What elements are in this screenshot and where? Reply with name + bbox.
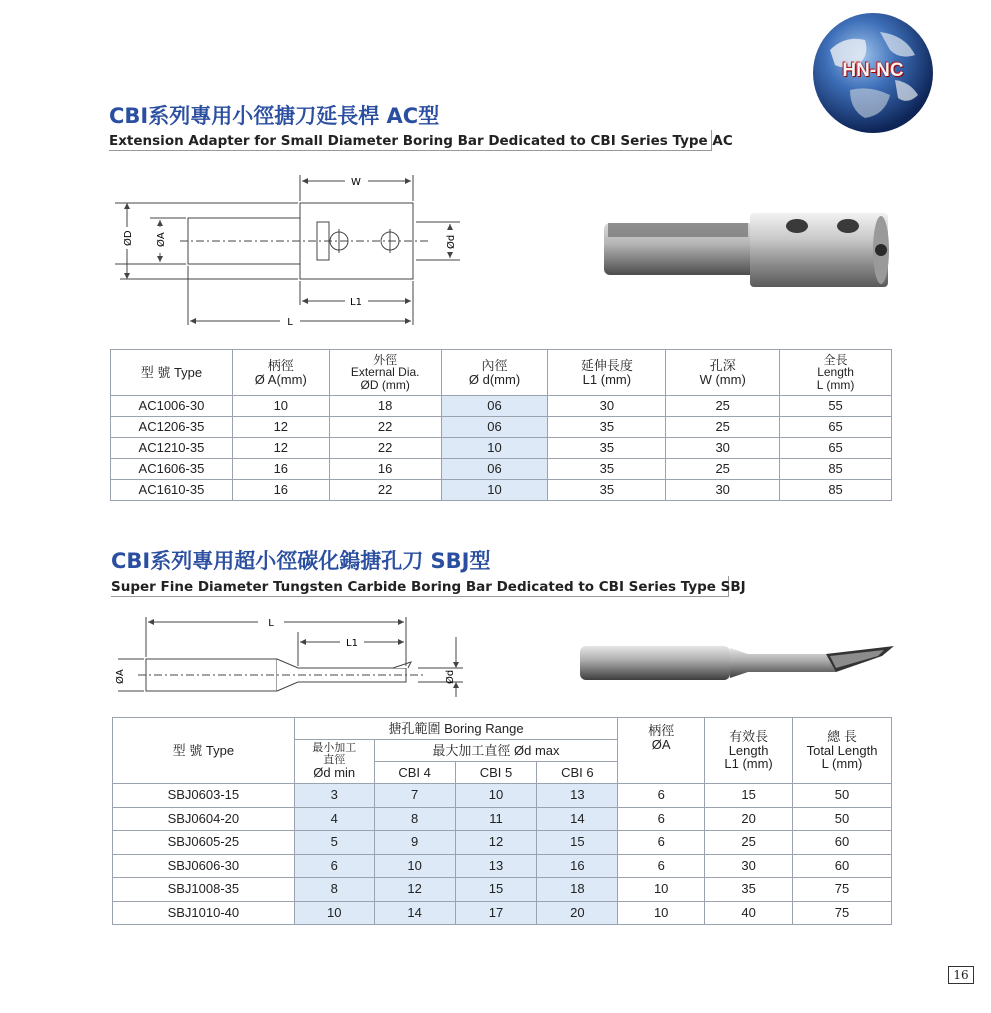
sbj-cell-type: SBJ0603-15 — [113, 784, 295, 808]
ac-cell-length: 65 — [780, 417, 892, 438]
sbj-cell-cbi6: 18 — [537, 878, 618, 902]
ac-cell-external: 22 — [329, 438, 441, 459]
ac-cell-extension: 35 — [548, 438, 666, 459]
sbj-cell-total: 75 — [793, 878, 892, 902]
sbj-header-effective — [705, 718, 793, 784]
sbj-header-min-zh-2: 直徑 — [323, 753, 346, 766]
sbj-header-type — [113, 718, 295, 784]
sbj-cell-cbi5: 12 — [455, 831, 537, 855]
sbj-cell-cbi5: 17 — [455, 901, 537, 925]
ac-header-length-unit: L (mm) — [816, 377, 855, 392]
ac-dim-od: ØD — [123, 230, 134, 246]
ac-cell-length: 65 — [780, 438, 892, 459]
sbj-cell-effective: 20 — [705, 807, 793, 831]
ac-header-external — [329, 350, 441, 396]
ac-dim-l: L — [287, 317, 293, 328]
ac-cell-external: 22 — [329, 480, 441, 501]
ac-cell-inner: 06 — [441, 396, 548, 417]
sbj-header-effective-zh: 有效長 — [729, 729, 769, 745]
sbj-cell-min: 3 — [294, 784, 374, 808]
sbj-cell-type: SBJ0605-25 — [113, 831, 295, 855]
ac-cell-type: AC1206-35 — [111, 417, 233, 438]
ac-header-inner — [441, 350, 548, 396]
sbj-header-shank-zh: 柄徑 — [648, 723, 675, 738]
sbj-cell-cbi4: 8 — [374, 807, 455, 831]
ac-cell-external: 16 — [329, 459, 441, 480]
sbj-cell-shank: 6 — [618, 807, 705, 831]
ac-header-shank-en: Ø A(mm) — [254, 371, 307, 387]
ac-header-type — [111, 350, 233, 396]
ac-cell-type: AC1210-35 — [111, 438, 233, 459]
ac-cell-extension: 35 — [548, 459, 666, 480]
sbj-dim-od: Ød — [445, 669, 456, 684]
ac-cell-extension: 35 — [548, 417, 666, 438]
ac-header-external-en: External Dia. — [350, 365, 420, 380]
sbj-cell-cbi5: 10 — [455, 784, 537, 808]
sbj-cell-cbi4: 12 — [374, 878, 455, 902]
ac-technical-drawing — [110, 165, 480, 340]
sbj-cell-total: 50 — [793, 807, 892, 831]
sbj-cell-cbi6: 15 — [537, 831, 618, 855]
table-row — [111, 438, 892, 459]
sbj-cell-cbi6: 13 — [537, 784, 618, 808]
sbj-cell-shank: 6 — [618, 784, 705, 808]
table-row — [113, 878, 892, 902]
table-row — [113, 807, 892, 831]
ac-header-length-en: Length — [817, 365, 854, 380]
sbj-header-cbi6: CBI 6 — [537, 762, 618, 784]
sbj-header-shank-en: ØA — [651, 736, 671, 752]
ac-header-shank — [232, 350, 329, 396]
sbj-header-min — [294, 740, 374, 784]
ac-cell-shank: 10 — [232, 396, 329, 417]
ac-cell-shank: 16 — [232, 480, 329, 501]
ac-title-en: Extension Adapter for Small Diameter Boring Bar Dedicated to CBI Series Type AC — [109, 133, 733, 149]
ac-cell-length: 85 — [780, 459, 892, 480]
sbj-header-boring-range — [294, 718, 618, 740]
ac-dim-w: W — [351, 177, 361, 188]
sbj-cell-shank: 6 — [618, 854, 705, 878]
sbj-cell-effective: 40 — [705, 901, 793, 925]
sbj-title-zh: CBI系列專用超小徑碳化鎢搪孔刀 SBJ型 — [111, 549, 491, 573]
sbj-cell-effective: 25 — [705, 831, 793, 855]
sbj-cell-effective: 15 — [705, 784, 793, 808]
sbj-dim-oa: ØA — [115, 669, 126, 684]
ac-header-extension — [548, 350, 666, 396]
ac-cell-shank: 12 — [232, 417, 329, 438]
table-row — [113, 854, 892, 878]
sbj-cell-type: SBJ1008-35 — [113, 878, 295, 902]
ac-cell-inner: 06 — [441, 459, 548, 480]
sbj-dim-l1: L1 — [346, 638, 358, 649]
sbj-dim-l: L — [268, 618, 274, 629]
ac-cell-extension: 30 — [548, 396, 666, 417]
sbj-cell-cbi6: 16 — [537, 854, 618, 878]
ac-header-length — [780, 350, 892, 396]
ac-cell-shank: 12 — [232, 438, 329, 459]
ac-cell-depth: 30 — [666, 480, 780, 501]
sbj-cell-type: SBJ1010-40 — [113, 901, 295, 925]
sbj-spec-table — [112, 717, 892, 925]
ac-title-zh: CBI系列專用小徑搪刀延長桿 AC型 — [109, 104, 440, 128]
sbj-cell-min: 10 — [294, 901, 374, 925]
ac-cell-inner: 10 — [441, 480, 548, 501]
sbj-header-cbi5: CBI 5 — [455, 762, 537, 784]
sbj-cell-total: 75 — [793, 901, 892, 925]
sbj-cell-cbi6: 20 — [537, 901, 618, 925]
ac-header-external-zh: 外徑 — [373, 352, 398, 367]
ac-spec-table — [110, 349, 892, 501]
ac-cell-external: 22 — [329, 417, 441, 438]
table-row — [113, 901, 892, 925]
ac-cell-inner: 10 — [441, 438, 548, 459]
ac-header-inner-zh: 內徑 — [481, 357, 508, 373]
ac-header-depth-en: W (mm) — [699, 371, 746, 387]
ac-cell-length: 85 — [780, 480, 892, 501]
ac-title-en-box — [109, 130, 733, 151]
ac-product-photo — [598, 205, 893, 295]
sbj-product-photo — [578, 640, 898, 686]
ac-cell-type: AC1610-35 — [111, 480, 233, 501]
sbj-header-total-unit: L (mm) — [821, 756, 863, 772]
table-row — [111, 396, 892, 417]
sbj-cell-type: SBJ0604-20 — [113, 807, 295, 831]
sbj-cell-cbi4: 14 — [374, 901, 455, 925]
sbj-cell-cbi4: 10 — [374, 854, 455, 878]
sbj-technical-drawing — [108, 612, 478, 702]
sbj-header-cbi4: CBI 4 — [374, 762, 455, 784]
sbj-cell-cbi4: 7 — [374, 784, 455, 808]
table-row — [111, 417, 892, 438]
sbj-cell-min: 6 — [294, 854, 374, 878]
sbj-cell-effective: 35 — [705, 878, 793, 902]
sbj-cell-cbi4: 9 — [374, 831, 455, 855]
sbj-cell-total: 60 — [793, 831, 892, 855]
ac-cell-depth: 25 — [666, 459, 780, 480]
brand-logo-text: HN-NC — [842, 60, 904, 81]
ac-cell-shank: 16 — [232, 459, 329, 480]
ac-cell-type: AC1006-30 — [111, 396, 233, 417]
ac-cell-external: 18 — [329, 396, 441, 417]
ac-header-depth-zh: 孔深 — [709, 357, 736, 373]
table-row — [111, 459, 892, 480]
sbj-cell-total: 60 — [793, 854, 892, 878]
sbj-cell-cbi5: 13 — [455, 854, 537, 878]
table-row — [113, 784, 892, 808]
sbj-cell-min: 8 — [294, 878, 374, 902]
sbj-header-max-text: 最大加工直徑 Ød max — [432, 742, 560, 758]
sbj-header-total — [793, 718, 892, 784]
page-number: 16 — [948, 966, 974, 984]
ac-cell-depth: 25 — [666, 417, 780, 438]
ac-cell-depth: 30 — [666, 438, 780, 459]
table-row — [111, 480, 892, 501]
sbj-title-en-box — [111, 576, 746, 597]
sbj-header-total-zh: 總 長 — [827, 729, 857, 745]
sbj-cell-shank: 6 — [618, 831, 705, 855]
sbj-cell-shank: 10 — [618, 878, 705, 902]
ac-header-row — [111, 350, 892, 396]
brand-logo — [810, 10, 936, 136]
ac-header-extension-zh: 延伸長度 — [580, 357, 633, 373]
ac-cell-extension: 35 — [548, 480, 666, 501]
sbj-header-total-en: Total Length — [806, 742, 878, 758]
ac-header-inner-en: Ø d(mm) — [468, 371, 521, 387]
sbj-header-max — [374, 740, 618, 762]
ac-cell-depth: 25 — [666, 396, 780, 417]
ac-header-depth — [666, 350, 780, 396]
ac-dim-od-inner: Ød — [446, 234, 457, 249]
ac-header-shank-zh: 柄徑 — [267, 357, 294, 373]
ac-cell-inner: 06 — [441, 417, 548, 438]
ac-header-length-zh: 全長 — [823, 352, 848, 367]
sbj-cell-type: SBJ0606-30 — [113, 854, 295, 878]
sbj-cell-min: 5 — [294, 831, 374, 855]
sbj-header-min-zh-1: 最小加工 — [312, 742, 357, 755]
ac-header-external-unit: ØD (mm) — [360, 377, 410, 392]
table-row — [113, 831, 892, 855]
sbj-cell-total: 50 — [793, 784, 892, 808]
sbj-header-min-en: Ød min — [313, 765, 356, 781]
ac-dim-l1: L1 — [350, 297, 362, 308]
ac-header-type-text: 型 號 Type — [140, 364, 203, 380]
ac-dim-oa: ØA — [156, 232, 167, 247]
sbj-header-type-text: 型 號 Type — [172, 742, 235, 758]
ac-cell-type: AC1606-35 — [111, 459, 233, 480]
ac-cell-length: 55 — [780, 396, 892, 417]
sbj-header-boring-range-text: 搪孔範圍 Boring Range — [388, 720, 524, 736]
sbj-cell-effective: 30 — [705, 854, 793, 878]
sbj-cell-cbi6: 14 — [537, 807, 618, 831]
sbj-header-effective-en: Length — [728, 742, 769, 758]
sbj-cell-cbi5: 11 — [455, 807, 537, 831]
sbj-cell-cbi5: 15 — [455, 878, 537, 902]
sbj-header-row-1 — [113, 718, 892, 740]
sbj-cell-shank: 10 — [618, 901, 705, 925]
sbj-header-shank — [618, 718, 705, 784]
ac-header-extension-en: L1 (mm) — [582, 371, 632, 387]
sbj-header-effective-unit: L1 (mm) — [724, 756, 773, 772]
sbj-title-en: Super Fine Diameter Tungsten Carbide Boring Bar Dedicated to CBI Series Type SBJ — [111, 579, 746, 595]
sbj-cell-min: 4 — [294, 807, 374, 831]
